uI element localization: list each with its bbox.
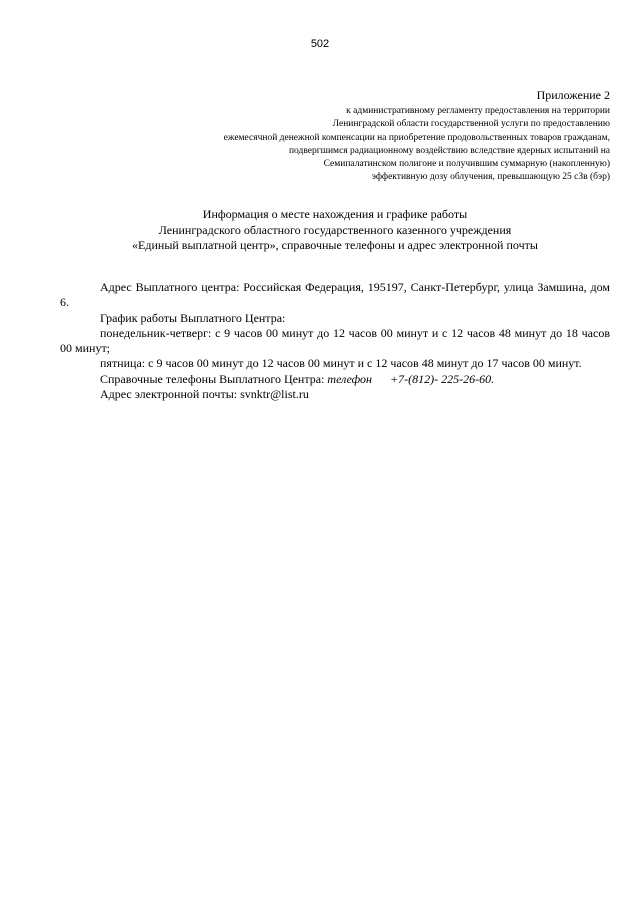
appendix-line: Семипалатинском полигоне и получившим суммарную (накопленную) (323, 159, 610, 170)
appendix-line: к административному регламенту предоставления на территории (346, 106, 610, 116)
appendix-line: подвергшимся радиационному воздействию вследствие ядерных испытаний на (288, 145, 610, 156)
phone-label: Справочные телефоны Выплатного Центра: (100, 371, 325, 386)
phone-paragraph (60, 372, 610, 387)
schedule-mon-thu: понедельник-четверг: с 9 часов 00 минут до 12 часов 00 минут и с 12 часов 48 минут до 18 часов 00 минут; (60, 325, 610, 356)
email-address: svnktr@list.ru (240, 387, 309, 402)
email-paragraph (60, 387, 610, 402)
schedule-friday: пятница: с 9 часов 00 минут до 12 часов 00 минут и с 12 часов 48 минут до 17 часов 00 минут. (100, 356, 582, 371)
appendix-line: Ленинградской области государственной услуги по предоставлению (332, 119, 610, 130)
appendix-line: ежемесячной денежной компенсации на приобретение продовольственных товаров гражданам, (223, 132, 610, 143)
phone-word: телефон (327, 371, 372, 386)
schedule-title: График работы Выплатного Центра: (100, 310, 286, 325)
heading-line: «Единый выплатной центр», справочные телефоны и адрес электронной почты (132, 238, 538, 252)
appendix-line: эффективную дозу облучения, превышающую 25 сЗв (бэр) (371, 172, 610, 183)
address-paragraph: Адрес Выплатного центра: Российская Федерация, 195197, Санкт-Петербург, улица Замшина, дом 6. (60, 280, 610, 310)
document-heading (30, 207, 640, 254)
appendix-title: Приложение 2 (536, 88, 610, 102)
heading-line: Информация о месте нахождения и графике работы (202, 207, 468, 221)
appendix-header (90, 88, 610, 185)
email-label: Адрес электронной почты: (100, 387, 238, 402)
page-number: 502 (310, 38, 330, 50)
document-body (60, 280, 610, 402)
heading-line: Ленинградского областного государственного казенного учреждения (158, 222, 512, 237)
phone-number: +7-(812)- 225-26-60. (390, 371, 495, 386)
